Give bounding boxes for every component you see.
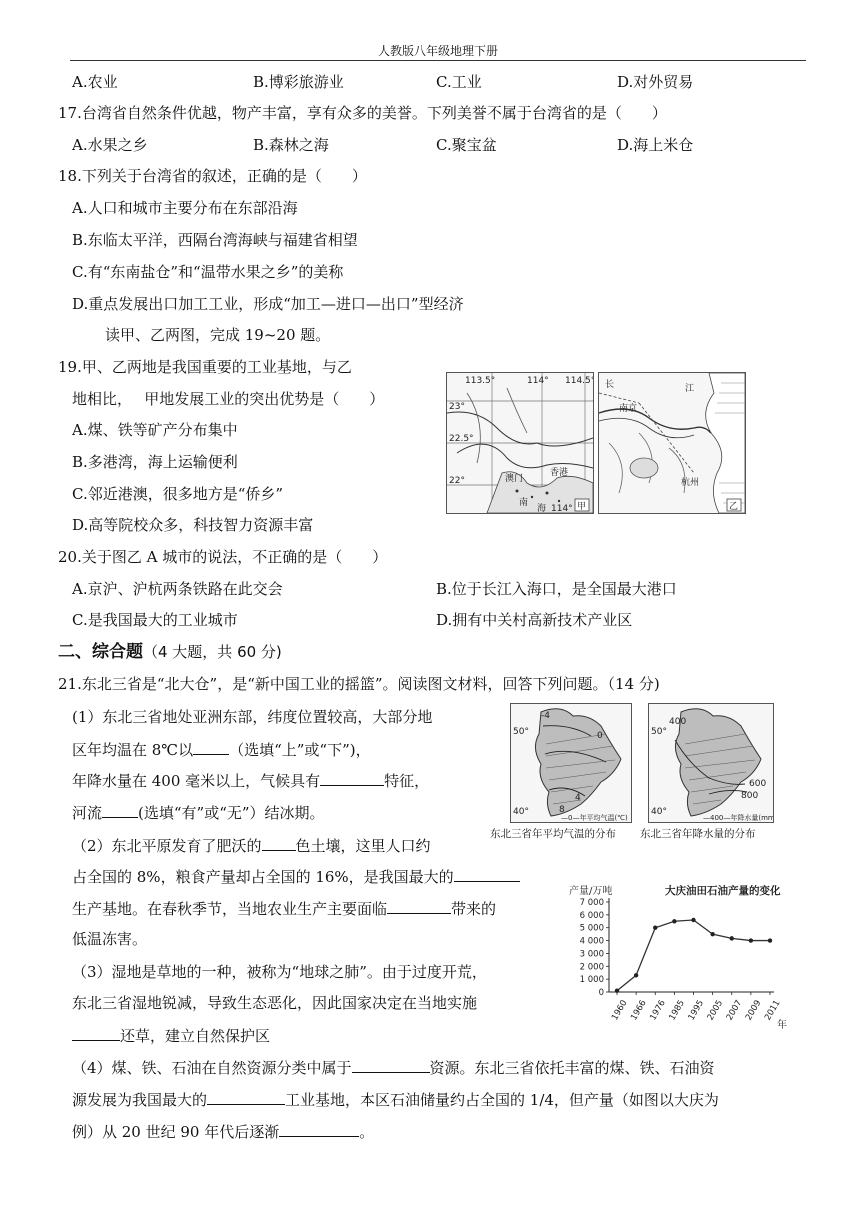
- q19-option-b: B.多港湾，海上运输便利: [72, 453, 238, 471]
- q17-option-d: D.海上米仓: [617, 136, 694, 154]
- q21-p2-line4: 低温冻害。: [72, 930, 148, 948]
- q20-option-d: D.拥有中关村高新技术产业区: [436, 611, 633, 629]
- map-jia-label: 甲: [577, 502, 587, 512]
- chart-point: [691, 918, 695, 922]
- chart-point: [653, 926, 657, 930]
- text-segment: 色土壤，这里人口约: [295, 837, 431, 855]
- q19-option-a: A.煤、铁等矿产分布集中: [72, 421, 238, 439]
- text-segment: 区年均温在 8℃以: [72, 741, 194, 759]
- text-segment: 河流: [72, 804, 103, 822]
- q21-p4-line3: [72, 1121, 374, 1142]
- q19-stem-line2: 地相比， 甲地发展工业的突出优势是（ ）: [72, 390, 385, 408]
- text-segment: 源发展为我国最大的: [72, 1091, 208, 1109]
- map-yi-label: 乙: [729, 502, 739, 512]
- map-jia-label: 23°: [449, 402, 465, 412]
- q19-option-c: C.邻近港澳，很多地方是“侨乡”: [72, 485, 284, 503]
- q21-p4-line2: [72, 1089, 719, 1110]
- q21-p3-line3: [72, 1025, 270, 1046]
- answer-blank[interactable]: [262, 835, 296, 851]
- q20-option-a: A.京沪、沪杭两条铁路在此交会: [72, 580, 283, 598]
- chart-ylabel: 产量/万吨: [569, 886, 613, 897]
- map-yi-label: 南京: [619, 404, 638, 414]
- precip-map-legend: —400—年降水量(mm): [703, 814, 773, 822]
- text-segment: 资源。东北三省依托丰富的煤、铁、石油资: [429, 1059, 715, 1077]
- chart-x-tick-label: 1966: [629, 998, 649, 1023]
- q17-option-c: C.聚宝盆: [436, 136, 497, 154]
- chart-x-tick-label: 1985: [667, 998, 687, 1023]
- answer-blank[interactable]: [102, 802, 138, 818]
- chart-y-tick-label: 2 000: [579, 962, 604, 973]
- map-jia-label: 香港: [550, 468, 569, 478]
- temp-map-lat: 40°: [513, 807, 529, 817]
- map-temperature: [510, 703, 632, 823]
- answer-blank[interactable]: [320, 770, 384, 786]
- map-yi-label: 长: [605, 380, 615, 390]
- precip-map-caption: 东北三省年降水量的分布: [640, 828, 756, 840]
- q21-p1-line2: [72, 739, 371, 760]
- chart-y-tick-label: 1 000: [579, 975, 604, 986]
- answer-blank[interactable]: [387, 898, 451, 914]
- chart-x-tick-label: 1960: [610, 998, 630, 1023]
- text-segment: （选填“上”或“下”)，: [229, 741, 371, 759]
- q21-p1-line1: (1）东北三省地处亚洲东部，纬度位置较高，大部分地: [72, 708, 433, 726]
- text-segment: 工业基地，本区石油储量约占全国的 1/4，但产量（如图以大庆为: [285, 1091, 719, 1109]
- oil-output-chart: [565, 880, 805, 1030]
- q17-stem: 17.台湾省自然条件优越，物产丰富，享有众多的美誉。下列美誉不属于台湾省的是（ ）: [58, 104, 667, 122]
- q18-option-c: C.有“东南盐仓”和“温带水果之乡”的美称: [72, 263, 344, 281]
- text-segment: （2）东北平原发育了肥沃的: [72, 837, 262, 855]
- temp-map-label: 4: [575, 793, 581, 803]
- chart-point: [730, 936, 734, 940]
- answer-blank[interactable]: [207, 1089, 285, 1105]
- chart-y-tick-label: 4 000: [579, 936, 604, 947]
- chart-y-tick-label: 6 000: [579, 910, 604, 921]
- map-jia-label: 114.5°: [565, 376, 593, 386]
- text-segment: 生产基地。在春秋季节，当地农业生产主要面临: [72, 900, 388, 918]
- q16-option-b: B.博彩旅游业: [253, 73, 344, 91]
- chart-point: [768, 938, 772, 942]
- oil-output-chart-svg: [565, 880, 805, 1030]
- chart-series-line: [617, 920, 770, 991]
- chart-x-tick-label: 2005: [705, 998, 726, 1023]
- map-jia-label: 澳门: [505, 474, 524, 484]
- chart-x-tick-label: 2011: [763, 998, 783, 1023]
- text-segment: 占全国的 8%，粮食产量却占全国的 16%，是我国最大的: [72, 868, 454, 886]
- answer-blank[interactable]: [352, 1057, 430, 1073]
- section-subtitle: （4 大题，共 60 分): [143, 643, 282, 661]
- text-segment: （4）煤、铁、石油在自然资源分类中属于: [72, 1059, 352, 1077]
- chart-y-tick-label: 0: [598, 988, 604, 998]
- chart-point: [672, 919, 676, 923]
- q21-stem: 21.东北三省是“北大仓”，是“新中国工业的摇篮”。阅读图文材料，回答下列问题。（14 分): [58, 675, 660, 693]
- chart-point: [615, 989, 619, 993]
- q21-p1-line4: [72, 802, 325, 823]
- map-jia-label: 22°: [449, 476, 465, 486]
- precip-map-label: 800: [741, 791, 759, 801]
- temp-map-label: -4: [541, 711, 550, 721]
- map-yi: [598, 372, 746, 514]
- answer-blank[interactable]: [72, 1025, 120, 1041]
- q18-option-b: B.东临太平洋，西隔台湾海峡与福建省相望: [72, 231, 358, 249]
- text-segment: 。: [359, 1123, 375, 1141]
- answer-blank[interactable]: [193, 739, 229, 755]
- chart-point: [749, 938, 753, 942]
- text-segment: 年降水量在 400 毫米以上，气候具有: [72, 772, 321, 790]
- text-segment: 例）从 20 世纪 90 年代后逐渐: [72, 1123, 280, 1141]
- section-title-text: 二、综合题: [58, 642, 143, 662]
- chart-title: 大庆油田石油产量的变化: [665, 885, 781, 897]
- section-title: [58, 637, 282, 662]
- map-precipitation: [648, 703, 774, 823]
- map-yi-label: 江: [685, 384, 695, 394]
- q16-option-c: C.工业: [436, 73, 482, 91]
- map-jia-label: 南: [519, 498, 529, 508]
- q19-option-d: D.高等院校众多，科技智力资源丰富: [72, 516, 314, 534]
- q18-option-d: D.重点发展出口加工工业，形成“加工—进口—出口”型经济: [72, 295, 464, 313]
- q20-option-b: B.位于长江入海口，是全国最大港口: [436, 580, 677, 598]
- chart-x-tick-label: 2007: [724, 998, 745, 1023]
- chart-x-tick-label: 1976: [648, 998, 668, 1023]
- q19-stem-line1: 19.甲、乙两地是我国重要的工业基地，与乙: [58, 358, 352, 376]
- header-rule: [70, 60, 806, 61]
- chart-x-tick-label: 2009: [743, 998, 764, 1023]
- q18-stem: 18.下列关于台湾省的叙述，正确的是（ ）: [58, 167, 367, 185]
- q21-p3-line1: （3）湿地是草地的一种，被称为“地球之肺”。由于过度开荒，: [72, 963, 487, 981]
- temp-map-legend: —0—年平均气温(℃): [561, 814, 628, 822]
- answer-blank[interactable]: [279, 1121, 359, 1137]
- answer-blank[interactable]: [454, 866, 520, 882]
- text-segment: 特征，: [384, 772, 430, 790]
- q21-p3-line2: 东北三省湿地锐减，导致生态恶化，因此国家决定在当地实施: [72, 994, 478, 1012]
- q16-option-d: D.对外贸易: [617, 73, 694, 91]
- q18-option-a: A.人口和城市主要分布在东部沿海: [72, 199, 298, 217]
- chart-point: [634, 973, 638, 977]
- q20-stem: 20.关于图乙 A 城市的说法，不正确的是（ ）: [58, 548, 388, 566]
- map-jia-label: 114°: [551, 504, 573, 513]
- temp-map-lat: 50°: [513, 727, 529, 737]
- chart-y-tick-label: 5 000: [579, 923, 604, 934]
- text-segment: (选填“有”或“无”）结冰期。: [138, 804, 325, 822]
- q16-option-a: A.农业: [72, 73, 118, 91]
- text-segment: 还草，建立自然保护区: [120, 1027, 271, 1045]
- q17-option-a: A.水果之乡: [72, 136, 148, 154]
- temp-map-caption: 东北三省年平均气温的分布: [490, 828, 616, 840]
- page-header: 人教版八年级地理下册: [377, 44, 498, 58]
- intro-19-20: 读甲、乙两图，完成 19~20 题。: [105, 326, 331, 344]
- precip-map-label: 600: [749, 779, 767, 789]
- map-jia-label: 22.5°: [449, 434, 474, 444]
- chart-x-tick-label: 1995: [686, 998, 707, 1023]
- q21-p2-line2: [72, 866, 520, 887]
- precip-map-label: 400: [669, 717, 687, 727]
- map-jia-label: 114°: [527, 376, 549, 386]
- q21-p2-line1: [72, 835, 431, 856]
- precip-map-lat: 40°: [651, 807, 667, 817]
- chart-point: [710, 932, 714, 936]
- map-jia-label: 113.5°: [465, 376, 496, 386]
- temp-map-label: 8: [559, 805, 565, 815]
- map-yi-label: 杭州: [681, 478, 700, 488]
- chart-y-tick-label: 3 000: [579, 949, 604, 960]
- map-jia-label: 海: [537, 504, 547, 513]
- precip-map-lat: 50°: [651, 727, 667, 737]
- chart-y-tick-label: 7 000: [579, 898, 604, 908]
- text-segment: 带来的: [451, 900, 497, 918]
- q21-p1-line3: [72, 770, 429, 791]
- q17-option-b: B.森林之海: [253, 136, 329, 154]
- q21-p4-line1: [72, 1057, 715, 1078]
- temp-map-label: 0: [597, 731, 603, 741]
- q21-p2-line3: [72, 898, 496, 919]
- q20-option-c: C.是我国最大的工业城市: [72, 611, 238, 629]
- chart-xlabel: 年: [777, 1020, 787, 1030]
- map-jia: [446, 372, 594, 514]
